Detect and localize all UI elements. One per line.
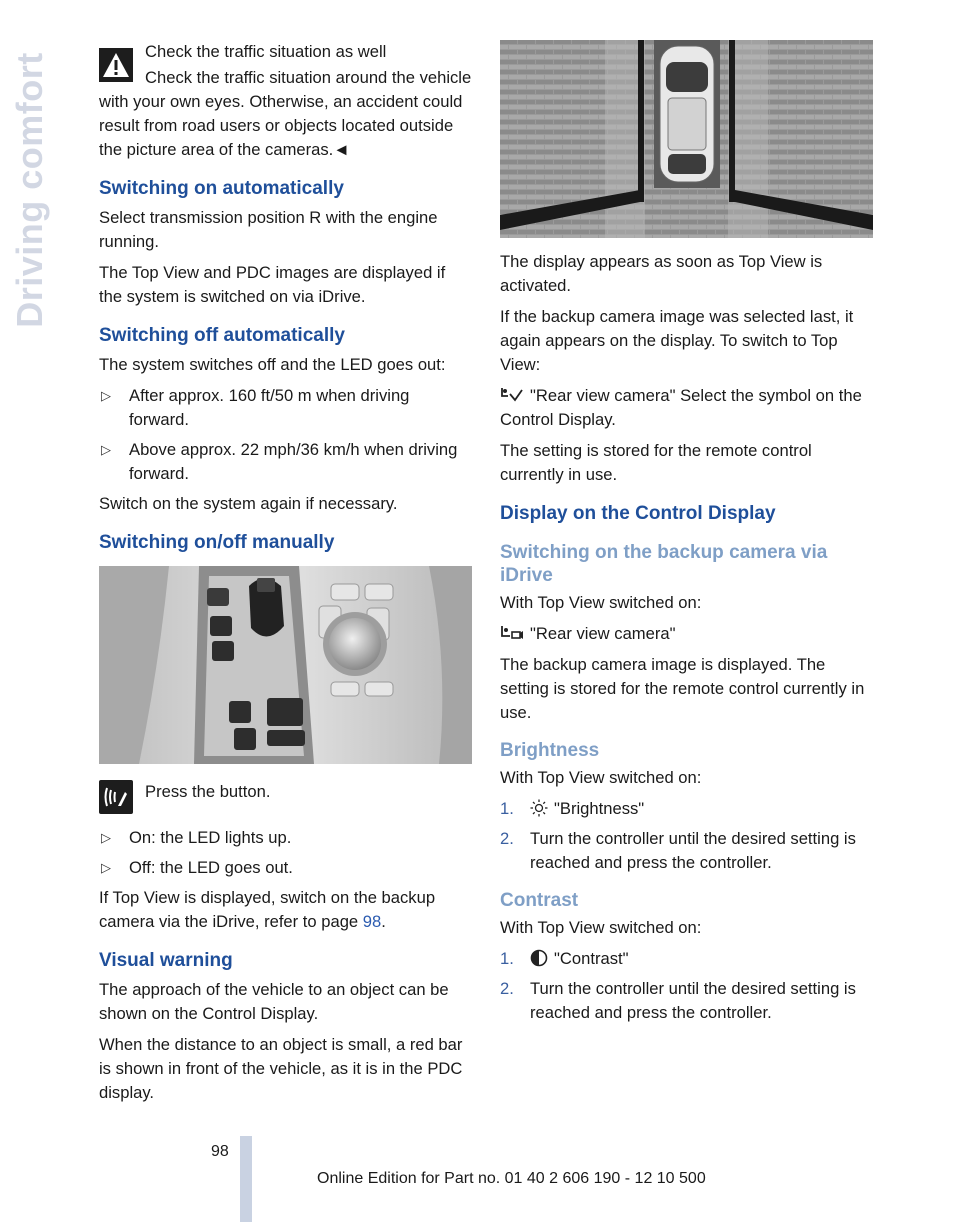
list-item: 1. "Brightness" bbox=[500, 799, 645, 818]
page-footer bbox=[0, 1136, 960, 1222]
page-number: 98 bbox=[211, 1143, 229, 1160]
list-item: 1. "Contrast" bbox=[500, 949, 629, 968]
para-contrast-1: With Top View switched on: bbox=[500, 918, 702, 937]
heading-switching-off-auto: Switching off automatically bbox=[99, 325, 345, 346]
para-backup-selected: If the backup camera image was selected last, it again appears on the display. To switch to Top View: bbox=[500, 307, 854, 374]
contrast-steps bbox=[500, 947, 873, 1025]
heading-switching-on-auto: Switching on automatically bbox=[99, 178, 344, 199]
bullet-arrow-icon: ▷ bbox=[101, 388, 111, 403]
online-edition-text: Online Edition for Part no. 01 40 2 606 190 - 12 10 500 bbox=[317, 1170, 706, 1187]
bullet-arrow-icon: ▷ bbox=[101, 830, 111, 845]
para-backup-1: With Top View switched on: bbox=[500, 593, 702, 612]
rear-view-camera-icon bbox=[500, 624, 524, 642]
para-setting-stored: The setting is stored for the remote control currently in use. bbox=[500, 441, 812, 484]
heading-manual: Switching on/off manually bbox=[99, 532, 335, 553]
list-item: ▷ After approx. 160 ft/50 m when driving forward. bbox=[101, 386, 410, 429]
para-manual-ref: If Top View is displayed, switch on the backup camera via the iDrive, refer to page 98. bbox=[99, 888, 436, 931]
bullet-arrow-icon: ▷ bbox=[101, 860, 111, 875]
press-button-text: Press the button. bbox=[145, 782, 271, 801]
heading-backup-camera: Switching on the backup camera via iDrive bbox=[500, 542, 828, 586]
list-item: 2. Turn the controller until the desired setting is reached and press the controller. bbox=[500, 979, 856, 1022]
para-visual-2: When the distance to an object is small, a red bar is shown in front of the vehicle, as it is in the PDC display. bbox=[99, 1035, 463, 1102]
warning-title: Check the traffic situation as well bbox=[145, 42, 387, 61]
para-backup-2: "Rear view camera" bbox=[500, 622, 873, 646]
bullet-arrow-icon: ▷ bbox=[101, 442, 111, 457]
right-column bbox=[500, 40, 873, 1031]
left-column bbox=[99, 40, 472, 1112]
contrast-icon bbox=[530, 949, 548, 967]
warning-triangle-icon bbox=[99, 48, 133, 82]
rear-view-camera-topview-icon bbox=[500, 386, 524, 404]
para-off-auto-2: Switch on the system again if necessary. bbox=[99, 494, 398, 513]
top-view-button-icon bbox=[99, 780, 133, 814]
center-console-illustration bbox=[99, 566, 472, 764]
page-reference-link[interactable]: 98 bbox=[362, 912, 382, 931]
warning-body: Check the traffic situation around the vehicle with your own eyes. Otherwise, an accident could result from road users or objects located outside the picture area of the cameras.◄ bbox=[99, 68, 472, 159]
heading-display-control: Display on the Control Display bbox=[500, 503, 776, 524]
footer-bar bbox=[240, 1136, 252, 1222]
list-item: ▷ On: the LED lights up. bbox=[99, 826, 472, 850]
para-on-auto-2: The Top View and PDC images are displayed if the system is switched on via iDrive. bbox=[99, 263, 446, 306]
para-on-auto-1: Select transmission position R with the engine running. bbox=[99, 208, 438, 251]
heading-visual-warning: Visual warning bbox=[99, 950, 233, 971]
top-view-display-image bbox=[500, 40, 873, 238]
press-button-row bbox=[99, 780, 472, 816]
list-item: 2. Turn the controller until the desired setting is reached and press the controller. bbox=[500, 829, 856, 872]
heading-contrast: Contrast bbox=[500, 890, 579, 911]
para-backup-3: The backup camera image is displayed. The setting is stored for the remote control currently in use. bbox=[500, 655, 865, 722]
list-item: ▷ Off: the LED goes out. bbox=[99, 856, 472, 880]
para-brightness-1: With Top View switched on: bbox=[500, 768, 702, 787]
heading-brightness: Brightness bbox=[500, 740, 600, 761]
para-rear-view-select: "Rear view camera" Select the symbol on the Control Display. bbox=[500, 386, 862, 429]
list-item: ▷ Above approx. 22 mph/36 km/h when driving forward. bbox=[101, 440, 458, 483]
side-tab bbox=[0, 40, 60, 340]
side-tab-label: Driving comfort bbox=[9, 52, 51, 328]
off-auto-list bbox=[99, 384, 472, 486]
manual-led-list bbox=[99, 826, 472, 880]
para-off-auto-1: The system switches off and the LED goes out: bbox=[99, 355, 446, 374]
para-visual-1: The approach of the vehicle to an object can be shown on the Control Display. bbox=[99, 980, 449, 1023]
warning-block bbox=[99, 40, 472, 162]
top-view-illustration bbox=[500, 40, 873, 238]
center-console-photo bbox=[99, 566, 472, 764]
brightness-steps bbox=[500, 797, 873, 875]
para-display-appears: The display appears as soon as Top View is activated. bbox=[500, 252, 823, 295]
brightness-icon bbox=[530, 799, 548, 817]
